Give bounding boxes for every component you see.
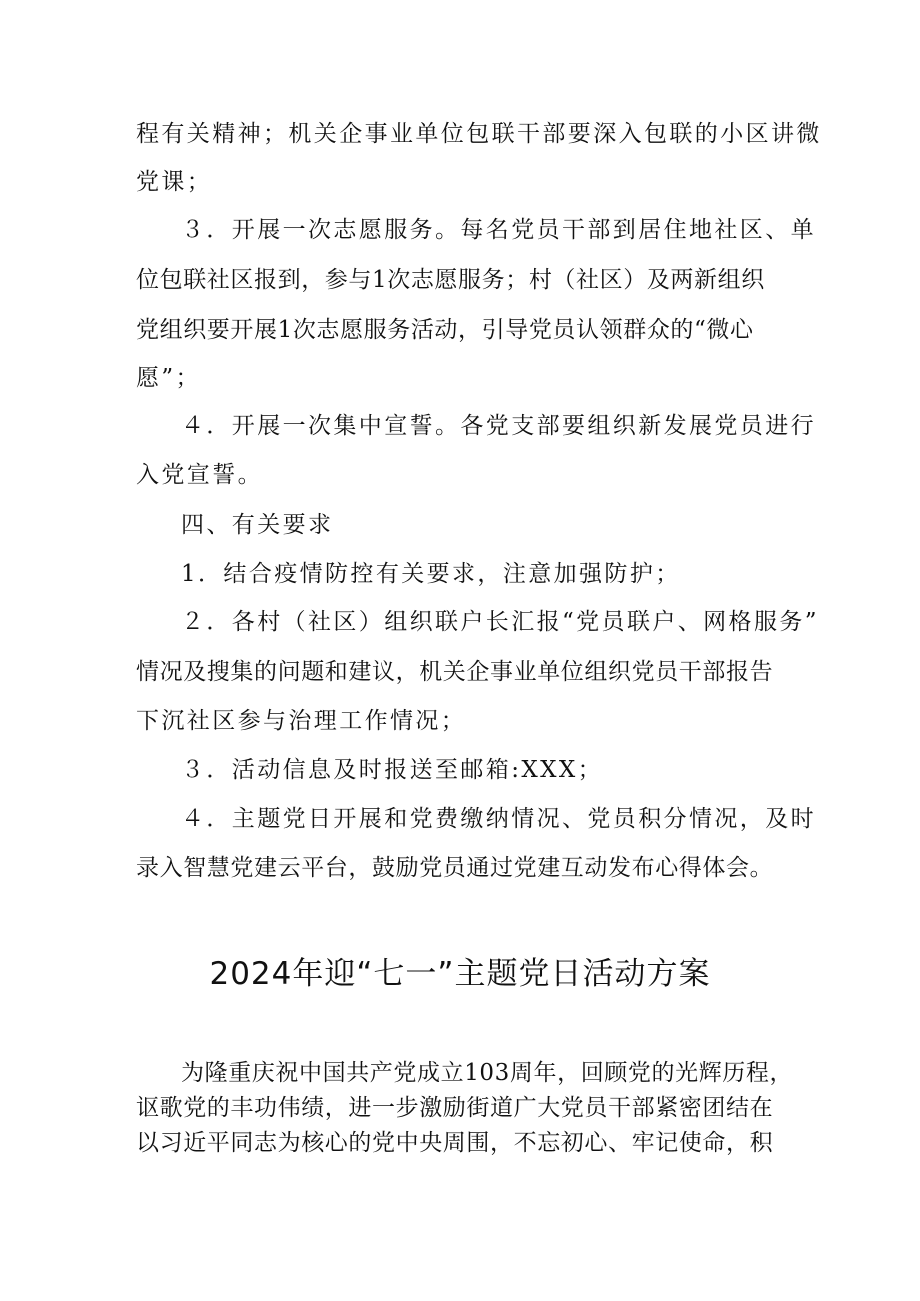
document-title: 2024年迎“七一”主题党日活动方案 [209,956,711,992]
paragraph-line: 情况及搜集的问题和建议，机关企事业单位组织党员干部报告 [136,659,774,685]
paragraph-line: 愿”； [136,365,201,391]
paragraph-line: 党课； [136,169,213,195]
paragraph-line: 党组织要开展1次志愿服务活动，引导党员认领群众的“微心 [136,317,754,343]
paragraph-line: 下沉社区参与治理工作情况； [136,708,467,734]
paragraph-line: 位包联社区报到，参与1次志愿服务；村（社区）及两新组织 [136,267,765,293]
paragraph-line: 录入智慧党建云平台，鼓励党员通过党建互动发布心得体会。 [136,855,774,881]
paragraph-line: 入党宣誓。 [136,462,263,488]
list-item-epidemic: 1．结合疫情防控有关要求，注意加强防护； [181,561,681,587]
list-item-email: ３．活动信息及时报送至邮箱:XXX； [181,757,604,783]
intro-paragraph-line: 讴歌党的丰功伟绩，进一步激励街道广大党员干部紧密团结在 [136,1095,774,1121]
intro-paragraph-line: 为隆重庆祝中国共产党成立103周年，回顾党的光辉历程， [181,1060,794,1086]
list-item-oath: ４．开展一次集中宣誓。各党支部要组织新发展党员进行 [181,413,816,439]
list-item-platform: ４．主题党日开展和党费缴纳情况、党员积分情况，及时 [181,806,816,832]
paragraph-line: 程有关精神；机关企事业单位包联干部要深入包联的小区讲微 [136,121,822,147]
section-heading-requirements: 四、有关要求 [181,512,334,538]
list-item-volunteer-service: ３．开展一次志愿服务。每名党员干部到居住地社区、单 [181,217,816,243]
list-item-report: ２．各村（社区）组织联户长汇报“党员联户、网格服务” [181,609,819,635]
intro-paragraph-line: 以习近平同志为核心的党中央周围，不忘初心、牢记使命，积 [136,1130,774,1156]
